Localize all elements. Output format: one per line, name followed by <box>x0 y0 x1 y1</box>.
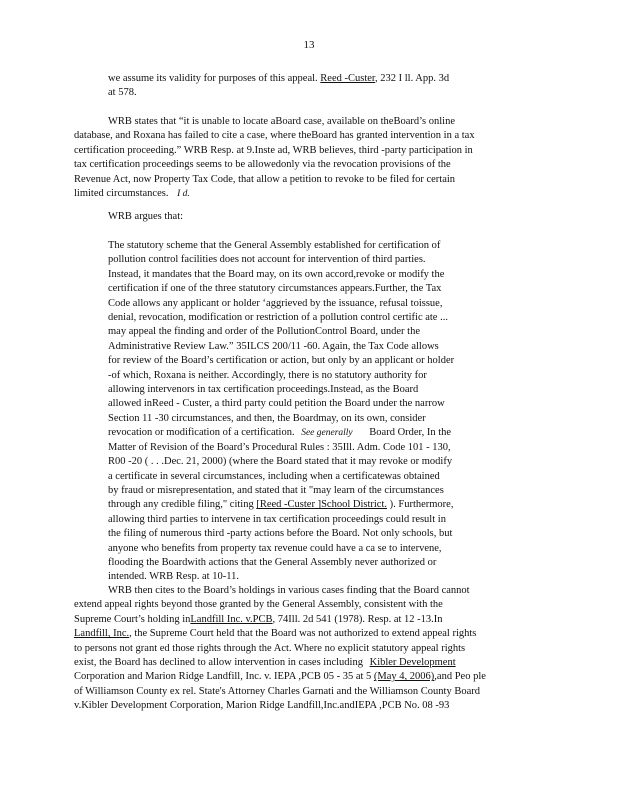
quote-line: a certificate in several circumstances, including when a certificatewas obtained <box>108 470 440 482</box>
text-line: extend appeal rights beyond those granted by the General Assembly, consistent with the <box>74 599 443 611</box>
case-citation: Kibler Development <box>369 657 456 669</box>
text-line: WRB states that “it is unable to locate aBoard case, available on theBoard’s online <box>108 116 455 127</box>
quote-line: anyone who benefits from property tax revenue could have a ca se to intervene, <box>108 542 442 554</box>
quote-line: for review of the Board’s certification or action, but only by an applicant or holder <box>108 355 455 367</box>
quote-line: through any credible filing," citing [Reed -Custer ]School District. ). Furthermore, <box>108 499 454 511</box>
text-line: at 578. <box>108 87 137 99</box>
page-number: 13 <box>303 39 315 51</box>
quote-line: the filing of numerous third -party actions before the Board. Not only schools, but <box>108 528 453 540</box>
quote-line: The statutory scheme that the General Assembly established for certification of <box>108 240 441 251</box>
quote-line: flooding the Boardwith actions that the General Assembly never authorized or <box>108 556 437 568</box>
quote-line: Code allows any applicant or holder ‘aggrieved by the issuance, refusal toissue, <box>108 297 443 309</box>
quote-line: R00 -20 ( . . .Dec. 21, 2000) (where the Board stated that it may revoke or modify <box>108 456 453 468</box>
text-line: v.Kibler Development Corporation, Marion Ridge Landfill,Inc.andIEPA ,PCB No. 08 -93 <box>74 700 450 712</box>
text-line: Corporation and Marion Ridge Landfill, Inc. v. IEPA ,PCB 05 - 35 at 5 (May 4, 2006),and Peo ple <box>74 671 486 683</box>
quote-line: Administrative Review Law.” 35ILCS 200/11 -60. Again, the Tax Code allows <box>108 340 439 352</box>
quote-line: Matter of Revision of the Board’s Procedural Rules : 35Ill. Adm. Code 101 - 130, <box>108 441 451 453</box>
quote-line: denial, revocation, modification or restriction of a pollution control certific ate ... <box>108 312 448 324</box>
case-citation: Landfill Inc. v.PCB <box>190 613 273 625</box>
quote-line: revocation or modification of a certification. See generally Board Order, In the <box>108 427 452 439</box>
text-line: Supreme Court’s holding inLandfill Inc. v.PCB, 74Ill. 2d 541 (1978). Resp. at 12 -13.In <box>74 613 443 625</box>
case-citation: Reed -Custer <box>320 73 375 84</box>
paragraph-wrb-argues <box>108 210 183 224</box>
text-line: we assume its validity for purposes of this appeal. Reed -Custer, 232 I ll. App. 3d <box>108 73 450 84</box>
block-quote <box>108 239 500 585</box>
text-line: Revenue Act, now Property Tax Code, that allow a petition to revoke to be filed for certain <box>74 173 456 185</box>
quote-line: by fraud or misrepresentation, and stated that it "may learn of the circumstances <box>108 484 444 496</box>
paragraph-wrb-states <box>74 115 534 201</box>
quote-line: intended. WRB Resp. at 10-11. <box>108 571 239 583</box>
see-generally-signal: See generally <box>301 428 353 439</box>
text-line: to persons not grant ed those rights through the Act. Where no explicit statutory appeal rights <box>74 642 466 654</box>
text-line: of Williamson County ex rel. State's Attorney Charles Garnati and the Williamson County Board <box>74 685 481 697</box>
text-line: WRB argues that: <box>108 211 184 222</box>
quote-line: may appeal the finding and order of the PollutionControl Board, under the <box>108 326 421 338</box>
quote-line: allowing intervenors in tax certification proceedings.Instead, as the Board <box>108 384 419 396</box>
quote-line: allowed inReed - Custer, a third party could petition the Board under the narrow <box>108 398 445 410</box>
text-line: Landfill, Inc., the Supreme Court held that the Board was not authorized to extend appeal rights <box>74 628 477 640</box>
text-line: exist, the Board has declined to allow intervention in cases including Kibler Development <box>74 657 456 669</box>
id-signal: I d. <box>177 189 190 200</box>
citation-date: (May 4, 2006) <box>373 671 435 683</box>
paragraph-continuation <box>108 72 500 101</box>
case-citation: [Reed -Custer ]School District. <box>256 499 387 511</box>
text-line: limited circumstances. I d. <box>74 188 190 200</box>
quote-line: certification if one of the three statutory circumstances appears.Further, the Tax <box>108 283 442 295</box>
quote-line: Instead, it mandates that the Board may, on its own accord,revoke or modify the <box>108 268 445 280</box>
text-line: tax certification proceedings seems to be allowedonly via the revocation provisions of the <box>74 159 451 171</box>
case-citation: Landfill, Inc. <box>74 628 130 640</box>
paragraph-wrb-cites <box>74 584 534 714</box>
quote-line: Section 11 -30 circumstances, and then, the Boardmay, on its own, consider <box>108 412 426 424</box>
text-line: WRB then cites to the Board’s holdings in various cases finding that the Board cannot <box>108 585 470 596</box>
quote-line: allowing third parties to intervene in tax certification proceedings could result in <box>108 513 446 525</box>
quote-line: pollution control facilities does not account for intervention of third parties. <box>108 254 426 266</box>
text-line: database, and Roxana has failed to cite a case, where theBoard has granted intervention in a tax <box>74 130 475 142</box>
quote-line: -of which, Roxana is neither. Accordingly, there is no statutory authority for <box>108 369 427 381</box>
text-line: certification proceeding.” WRB Resp. at 9.Inste ad, WRB believes, third -party participation in <box>74 144 473 156</box>
